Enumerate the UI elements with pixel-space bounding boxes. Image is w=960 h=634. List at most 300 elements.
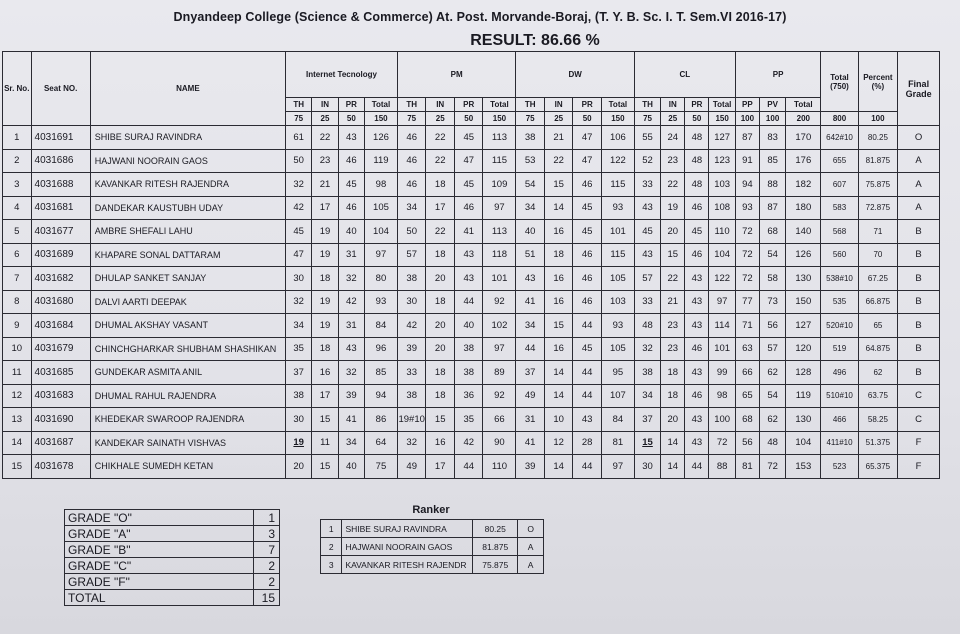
col-subject: PM <box>397 52 515 98</box>
cell <box>661 384 685 408</box>
cell-value: 9 <box>14 319 20 331</box>
cell <box>634 196 660 220</box>
max-marks: 200 <box>786 112 821 126</box>
cell <box>426 337 455 361</box>
cell-value: 114 <box>714 319 730 331</box>
cell <box>338 408 364 432</box>
table-row <box>3 196 940 220</box>
cell-value: KHEDEKAR SWAROOP RAJENDRA <box>94 414 245 425</box>
cell-value: 45 <box>642 225 653 237</box>
cell-value: 34 <box>406 202 417 214</box>
cell <box>786 314 821 338</box>
cell-value: 108 <box>714 202 731 214</box>
cell <box>312 173 338 197</box>
cell <box>454 337 483 361</box>
cell-value: GUNDEKAR ASMITA ANIL <box>94 367 203 378</box>
col-subject: PP <box>735 52 821 98</box>
cell-value: A <box>915 155 922 167</box>
cell <box>685 220 709 244</box>
cell-value: 17 <box>319 202 331 214</box>
cell <box>483 290 516 314</box>
student-name <box>90 314 285 338</box>
cell <box>821 361 858 385</box>
cell-value: 18 <box>434 366 446 378</box>
cell <box>735 267 759 291</box>
col-sub-th: TH <box>286 98 312 112</box>
cell <box>3 149 32 173</box>
cell-value: 36 <box>463 390 475 402</box>
cell-value: A <box>915 202 922 214</box>
cell-value: 32 <box>642 343 653 355</box>
cell <box>365 337 398 361</box>
cell-value: 97 <box>716 296 728 308</box>
cell <box>786 149 821 173</box>
cell-value: 38 <box>293 390 304 402</box>
cell <box>685 314 709 338</box>
cell <box>573 220 602 244</box>
cell <box>426 431 455 455</box>
cell-value: 110 <box>491 460 508 472</box>
cell <box>426 126 455 150</box>
cell-value: 43 <box>463 272 475 284</box>
cell <box>709 361 735 385</box>
cell-value: 16 <box>553 343 564 355</box>
cell-value: 44 <box>463 296 475 308</box>
cell <box>286 290 312 314</box>
cell <box>454 314 483 338</box>
cell-value: 48 <box>767 437 778 449</box>
cell-value: 90 <box>494 437 505 449</box>
max-marks: 75 <box>634 112 660 126</box>
cell-value: 66.875 <box>865 297 891 307</box>
cell-value: A <box>915 178 922 190</box>
cell-value: 38 <box>642 366 653 378</box>
cell-value: 103 <box>714 178 731 190</box>
max-marks: 75 <box>286 112 312 126</box>
cell <box>544 408 573 432</box>
cell <box>661 431 685 455</box>
cell <box>685 384 709 408</box>
cell <box>858 361 897 385</box>
cell <box>397 314 426 338</box>
cell-value: 87 <box>767 202 778 214</box>
cell-value: 72 <box>742 249 753 261</box>
col-sub-th: TH <box>634 98 660 112</box>
grade-count: 2 <box>254 574 280 590</box>
max-marks: 100 <box>858 112 897 126</box>
cell <box>685 361 709 385</box>
cell-value: 20 <box>434 272 446 284</box>
seat-number <box>31 196 90 220</box>
cell <box>3 431 32 455</box>
ranker-cell: O <box>518 520 544 538</box>
cell-value: 67.25 <box>867 273 888 283</box>
max-marks: 150 <box>483 112 516 126</box>
cell <box>661 196 685 220</box>
cell <box>483 173 516 197</box>
cell <box>821 173 858 197</box>
cell-value: 45 <box>463 178 475 190</box>
cell <box>759 126 785 150</box>
cell <box>516 173 545 197</box>
cell-value: B <box>915 343 922 355</box>
cell-value: 510#10 <box>826 391 853 401</box>
cell-value: 43 <box>642 249 653 261</box>
marks-table <box>2 51 940 479</box>
cell <box>286 455 312 479</box>
cell-value: 57 <box>406 249 417 261</box>
cell-value: 30 <box>293 413 304 425</box>
cell <box>709 337 735 361</box>
cell-value: 43 <box>642 202 653 214</box>
col-subject: DW <box>516 52 634 98</box>
cell <box>898 243 940 267</box>
col-subject: CL <box>634 52 735 98</box>
student-name <box>90 384 285 408</box>
table-row <box>3 267 940 291</box>
cell-value: 182 <box>795 178 812 190</box>
grade-label: GRADE "C" <box>65 558 254 574</box>
cell-value: 104 <box>714 249 731 261</box>
cell-value: 105 <box>609 272 626 284</box>
cell-value: 140 <box>795 225 812 237</box>
cell <box>426 149 455 173</box>
cell <box>661 220 685 244</box>
seat-number <box>31 267 90 291</box>
cell-value: 4031691 <box>34 131 74 143</box>
grade-label: GRADE "B" <box>65 542 254 558</box>
cell-value: 38 <box>406 272 417 284</box>
cell-value: 102 <box>491 319 508 331</box>
seat-number <box>31 173 90 197</box>
cell-value: 46 <box>581 296 593 308</box>
cell <box>898 337 940 361</box>
cell-value: 15 <box>319 413 331 425</box>
cell <box>601 290 634 314</box>
cell-value: 101 <box>491 272 508 284</box>
cell-value: 93 <box>612 202 624 214</box>
cell <box>634 431 660 455</box>
cell-value: 43 <box>691 413 703 425</box>
cell <box>898 408 940 432</box>
cell-value: 4031682 <box>34 272 74 284</box>
ranker-cell: A <box>518 556 544 574</box>
cell-value: 33 <box>642 178 653 190</box>
cell-value: 35 <box>463 413 475 425</box>
cell-value: 72 <box>716 437 728 449</box>
cell-value: 14 <box>667 460 679 472</box>
cell-value: 12 <box>553 437 564 449</box>
cell-value: 126 <box>795 249 812 261</box>
cell <box>573 384 602 408</box>
cell <box>312 408 338 432</box>
cell <box>483 384 516 408</box>
cell-value: 47 <box>581 131 593 143</box>
cell-value: 523 <box>832 461 847 471</box>
cell <box>661 126 685 150</box>
cell-value: 47 <box>463 155 475 167</box>
grade-row <box>65 526 280 542</box>
cell-value: 21 <box>667 296 679 308</box>
cell <box>338 243 364 267</box>
cell-value: 20 <box>293 460 304 472</box>
max-marks: 800 <box>821 112 858 126</box>
cell-value: 18 <box>434 249 446 261</box>
seat-number <box>31 314 90 338</box>
cell <box>685 267 709 291</box>
cell <box>786 126 821 150</box>
cell-value: 99 <box>716 366 728 378</box>
max-marks: 150 <box>601 112 634 126</box>
cell <box>759 384 785 408</box>
cell-value: 84 <box>612 413 624 425</box>
cell-value: 538#10 <box>826 273 853 283</box>
cell-value: 97 <box>494 343 505 355</box>
cell-value: 62 <box>873 367 883 377</box>
grade-count: 1 <box>254 510 280 526</box>
cell <box>759 431 785 455</box>
cell-value: 176 <box>795 155 812 167</box>
cell-value: 120 <box>795 343 812 355</box>
cell <box>338 173 364 197</box>
cell-value: 30 <box>406 296 417 308</box>
cell-value: 83 <box>767 131 778 143</box>
cell-value: 71 <box>873 226 883 236</box>
cell-value: 15 <box>553 319 564 331</box>
cell <box>858 126 897 150</box>
cell <box>573 337 602 361</box>
cell <box>573 173 602 197</box>
cell <box>286 384 312 408</box>
seat-number <box>31 431 90 455</box>
cell <box>735 455 759 479</box>
cell-value: 5 <box>14 225 20 237</box>
cell <box>426 314 455 338</box>
cell <box>426 267 455 291</box>
cell <box>397 455 426 479</box>
cell-value: 170 <box>795 131 812 143</box>
cell <box>397 220 426 244</box>
cell-value: 44 <box>463 460 475 472</box>
student-name <box>90 337 285 361</box>
cell <box>709 455 735 479</box>
col-sub-th: TH <box>397 98 426 112</box>
cell <box>3 126 32 150</box>
cell-value: 41 <box>346 413 357 425</box>
cell <box>426 196 455 220</box>
col-seat: Seat NO. <box>31 52 90 126</box>
cell <box>338 431 364 455</box>
cell <box>786 455 821 479</box>
cell <box>759 361 785 385</box>
cell-value: 44 <box>524 343 536 355</box>
cell <box>786 196 821 220</box>
cell <box>601 173 634 197</box>
col-name: NAME <box>90 52 285 126</box>
cell <box>759 173 785 197</box>
col-sub-pr: PR <box>338 98 364 112</box>
table-row <box>3 408 940 432</box>
cell-value: 43 <box>691 366 703 378</box>
cell-value: 20 <box>667 413 679 425</box>
cell <box>634 290 660 314</box>
student-name <box>90 243 285 267</box>
cell-value: B <box>915 319 922 331</box>
cell-value: F <box>915 437 922 449</box>
cell <box>483 314 516 338</box>
cell-value: 43 <box>346 343 357 355</box>
cell-value: 48 <box>642 319 653 331</box>
ranker-name: HAJWANI NOORAIN GAOS <box>342 538 473 556</box>
cell <box>898 455 940 479</box>
cell <box>786 337 821 361</box>
cell-value: 43 <box>463 249 475 261</box>
cell-value: 45 <box>463 131 475 143</box>
cell <box>735 408 759 432</box>
cell-value: 38 <box>524 131 536 143</box>
cell-value: CHIKHALE SUMEDH KETAN <box>94 461 214 472</box>
cell-value: 56 <box>742 437 753 449</box>
cell <box>661 361 685 385</box>
cell-value: 130 <box>795 272 812 284</box>
cell <box>454 173 483 197</box>
cell-value: 77 <box>742 296 753 308</box>
cell-value: 14 <box>553 366 564 378</box>
student-name <box>90 361 285 385</box>
col-sub-pr: PR <box>685 98 709 112</box>
table-row <box>3 243 940 267</box>
cell-value: 110 <box>714 225 730 237</box>
cell-value: 19 <box>319 225 331 237</box>
cell <box>397 126 426 150</box>
cell-value: 92 <box>494 296 505 308</box>
cell-value: 118 <box>491 249 508 261</box>
col-sub-in: IN <box>426 98 455 112</box>
cell <box>544 384 573 408</box>
cell <box>312 314 338 338</box>
cell <box>709 290 735 314</box>
seat-number <box>31 126 90 150</box>
cell-value: 6 <box>14 249 20 261</box>
cell-value: 72 <box>742 272 753 284</box>
cell <box>3 408 32 432</box>
seat-number <box>31 337 90 361</box>
cell-value: 17 <box>319 390 331 402</box>
cell-value: 4031684 <box>34 319 74 331</box>
cell-value: 10 <box>11 343 23 355</box>
cell-value: 22 <box>319 131 331 143</box>
cell <box>286 361 312 385</box>
cell <box>661 149 685 173</box>
cell <box>858 243 897 267</box>
cell-value: B <box>915 225 922 237</box>
cell <box>661 173 685 197</box>
cell-value: CHINCHGHARKAR SHUBHAM SHASHIKAN <box>94 343 277 354</box>
cell <box>286 173 312 197</box>
ranker-name: KAVANKAR RITESH RAJENDR <box>342 556 473 574</box>
cell <box>786 220 821 244</box>
cell <box>397 267 426 291</box>
cell-value: 44 <box>581 319 593 331</box>
cell-value: 119 <box>373 155 389 167</box>
grade-row <box>65 590 280 606</box>
cell-value: B <box>915 296 922 308</box>
cell <box>786 408 821 432</box>
cell-value: 43 <box>691 319 703 331</box>
cell <box>858 337 897 361</box>
cell <box>601 126 634 150</box>
cell-value: 122 <box>609 155 626 167</box>
cell <box>685 173 709 197</box>
cell <box>661 267 685 291</box>
col-sub-in: IN <box>661 98 685 112</box>
cell-value: 2 <box>14 155 20 167</box>
cell-value: 150 <box>795 296 812 308</box>
cell-value: 51.375 <box>865 438 891 448</box>
cell <box>286 337 312 361</box>
cell-value: 48 <box>691 155 703 167</box>
cell <box>3 243 32 267</box>
cell <box>634 455 660 479</box>
cell <box>786 384 821 408</box>
cell <box>516 384 545 408</box>
cell <box>821 243 858 267</box>
cell <box>312 196 338 220</box>
cell <box>338 196 364 220</box>
cell <box>544 196 573 220</box>
cell-value: 65 <box>742 390 753 402</box>
cell-value: 80.25 <box>867 132 888 142</box>
cell <box>601 431 634 455</box>
cell-value: 51 <box>524 249 536 261</box>
cell-value: 98 <box>375 178 387 190</box>
cell <box>735 314 759 338</box>
cell <box>544 149 573 173</box>
cell-value: 4031687 <box>34 437 74 449</box>
cell <box>601 220 634 244</box>
cell-value: 103 <box>609 296 626 308</box>
cell <box>573 314 602 338</box>
cell-value: 4031680 <box>34 296 74 308</box>
cell <box>898 126 940 150</box>
cell-value: 17 <box>434 202 446 214</box>
cell-value: 30 <box>642 460 653 472</box>
cell <box>426 220 455 244</box>
cell-value: 23 <box>667 155 679 167</box>
ranker-cell: A <box>518 538 544 556</box>
cell <box>786 173 821 197</box>
cell-value: 10 <box>553 413 564 425</box>
cell <box>516 337 545 361</box>
cell-value: 22 <box>667 178 679 190</box>
cell <box>365 431 398 455</box>
cell <box>312 337 338 361</box>
cell-value: 66 <box>742 366 753 378</box>
max-marks: 150 <box>365 112 398 126</box>
cell <box>338 267 364 291</box>
cell-value: 75.875 <box>865 179 891 189</box>
cell <box>858 314 897 338</box>
cell <box>634 243 660 267</box>
cell-value: 1 <box>14 131 20 143</box>
cell <box>898 173 940 197</box>
cell <box>365 126 398 150</box>
cell-value: 30 <box>293 272 304 284</box>
cell-value: 22 <box>434 155 446 167</box>
cell <box>821 267 858 291</box>
cell <box>338 126 364 150</box>
cell <box>397 149 426 173</box>
